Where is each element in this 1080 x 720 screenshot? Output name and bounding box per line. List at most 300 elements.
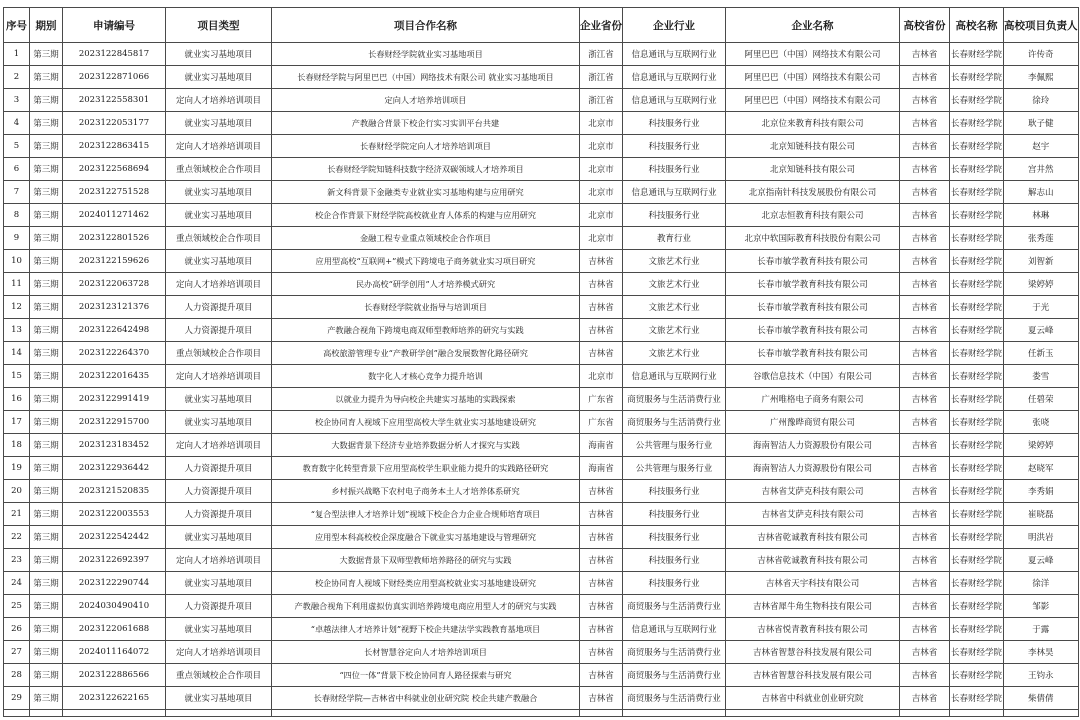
cell-col-university-province: 吉林省 (900, 273, 950, 296)
cell-col-company-province: 广东省 (580, 388, 623, 411)
cell-col-company-province: 吉林省 (580, 526, 623, 549)
cell-col-university-province: 吉林省 (900, 365, 950, 388)
cell-col-phase: 第三期 (30, 66, 63, 89)
projects-table (3, 7, 1079, 717)
cell-col-project-type: 定向人才培养培训项目 (166, 365, 272, 388)
cell-col-seq: 11 (4, 273, 30, 296)
cell-col-application-no: 2023122061688 (63, 618, 166, 641)
cell-col-company-industry: 教育行业 (623, 227, 726, 250)
cell-col-university-name: 长春财经学院 (950, 250, 1004, 273)
header-col-university-name: 高校名称 (950, 8, 1004, 43)
cell-col-project-name: 长春财经学院就业实习基地项目 (272, 43, 580, 66)
cell-col-company-name: 北京知链科技有限公司 (726, 158, 900, 181)
cell-col-project-lead: 刘智新 (1004, 250, 1079, 273)
cell-col-phase: 第三期 (30, 457, 63, 480)
cell-col-company-name: 北京志恒教育科技有限公司 (726, 204, 900, 227)
cell-col-seq: 16 (4, 388, 30, 411)
cell-col-project-name: “复合型法律人才培养计划”视域下校企合力企业合规师培育项目 (272, 503, 580, 526)
cell-col-company-name: 吉林省中科就业创业研究院 (726, 687, 900, 710)
cell-col-university-name: 长春财经学院 (950, 480, 1004, 503)
cell-col-project-name: 新文科背景下金融类专业就业实习基地构建与应用研究 (272, 181, 580, 204)
cell-col-company-province: 吉林省 (580, 250, 623, 273)
cell-col-application-no: 2023122622165 (63, 687, 166, 710)
cell-col-phase: 第三期 (30, 526, 63, 549)
cell-col-company-industry: 科技服务行业 (623, 135, 726, 158)
cell-col-project-type: 定向人才培养培训项目 (166, 549, 272, 572)
cell-col-project-name: 产教融合视角下利用虚拟仿真实训培养跨境电商应用型人才的研究与实践 (272, 595, 580, 618)
cell-col-phase: 第三期 (30, 595, 63, 618)
header-col-project-name: 项目合作名称 (272, 8, 580, 43)
cell-col-project-name: 长春财经学院知链科技数字经济双碳领域人才培养项目 (272, 158, 580, 181)
cell-empty (950, 710, 1004, 717)
table-row (4, 158, 1079, 181)
cell-col-project-lead: 娄雪 (1004, 365, 1079, 388)
cell-col-university-province: 吉林省 (900, 296, 950, 319)
table-body (4, 43, 1079, 717)
cell-col-seq: 23 (4, 549, 30, 572)
table-row (4, 618, 1079, 641)
cell-empty (30, 710, 63, 717)
cell-col-phase: 第三期 (30, 687, 63, 710)
cell-col-university-name: 长春财经学院 (950, 526, 1004, 549)
cell-col-project-lead: 林琳 (1004, 204, 1079, 227)
table-row (4, 204, 1079, 227)
cell-col-university-name: 长春财经学院 (950, 434, 1004, 457)
cell-col-company-province: 海南省 (580, 434, 623, 457)
cell-col-company-province: 北京市 (580, 365, 623, 388)
cell-col-company-industry: 商贸服务与生活消费行业 (623, 687, 726, 710)
cell-col-seq: 24 (4, 572, 30, 595)
table-row (4, 687, 1079, 710)
cell-col-company-name: 北京中软国际教育科技股份有限公司 (726, 227, 900, 250)
cell-col-application-no: 2023122692397 (63, 549, 166, 572)
cell-col-company-industry: 信息通讯与互联网行业 (623, 365, 726, 388)
cell-col-university-name: 长春财经学院 (950, 641, 1004, 664)
cell-col-project-name: 校企合作背景下财经学院高校就业育人体系的构建与应用研究 (272, 204, 580, 227)
cell-col-company-province: 吉林省 (580, 618, 623, 641)
cell-col-project-type: 就业实习基地项目 (166, 181, 272, 204)
cell-col-seq: 28 (4, 664, 30, 687)
cell-col-university-name: 长春财经学院 (950, 365, 1004, 388)
cell-col-project-lead: 明洪岩 (1004, 526, 1079, 549)
cell-col-project-type: 重点领域校企合作项目 (166, 158, 272, 181)
table-row (4, 664, 1079, 687)
cell-col-project-name: 长春财经学院定向人才培养培训项目 (272, 135, 580, 158)
cell-col-university-province: 吉林省 (900, 204, 950, 227)
header-col-university-province: 高校省份 (900, 8, 950, 43)
cell-col-company-industry: 商贸服务与生活消费行业 (623, 388, 726, 411)
header-col-project-type: 项目类型 (166, 8, 272, 43)
cell-col-company-name: 长春市敏学教育科技有限公司 (726, 296, 900, 319)
cell-col-application-no: 2023122003553 (63, 503, 166, 526)
table-header-row (4, 8, 1079, 43)
cell-col-project-name: 校企协同育人视域下应用型高校大学生就业实习基地建设研究 (272, 411, 580, 434)
cell-col-application-no: 2024030490410 (63, 595, 166, 618)
table-row (4, 296, 1079, 319)
cell-col-phase: 第三期 (30, 158, 63, 181)
cell-col-project-type: 人力资源提升项目 (166, 457, 272, 480)
cell-col-phase: 第三期 (30, 549, 63, 572)
cell-empty (1004, 710, 1079, 717)
cell-empty (900, 710, 950, 717)
table-row (4, 434, 1079, 457)
header-col-phase: 期别 (30, 8, 63, 43)
cell-col-project-type: 就业实习基地项目 (166, 112, 272, 135)
cell-col-project-name: 教育数字化转型背景下应用型高校学生职业能力提升的实践路径研究 (272, 457, 580, 480)
cell-empty (580, 710, 623, 717)
cell-col-company-province: 吉林省 (580, 641, 623, 664)
cell-col-company-province: 吉林省 (580, 595, 623, 618)
cell-col-project-type: 人力资源提升项目 (166, 595, 272, 618)
cell-col-project-type: 定向人才培养培训项目 (166, 89, 272, 112)
cell-col-company-name: 吉林省智慧谷科技发展有限公司 (726, 664, 900, 687)
cell-col-university-province: 吉林省 (900, 687, 950, 710)
cell-col-company-name: 海南智洁人力资源股份有限公司 (726, 457, 900, 480)
cell-col-company-industry: 文旅艺术行业 (623, 342, 726, 365)
cell-col-company-industry: 商贸服务与生活消费行业 (623, 595, 726, 618)
cell-col-university-name: 长春财经学院 (950, 158, 1004, 181)
table-row (4, 66, 1079, 89)
cell-col-project-type: 就业实习基地项目 (166, 43, 272, 66)
cell-col-phase: 第三期 (30, 273, 63, 296)
cell-col-university-name: 长春财经学院 (950, 342, 1004, 365)
cell-col-university-name: 长春财经学院 (950, 181, 1004, 204)
cell-col-company-province: 吉林省 (580, 480, 623, 503)
cell-col-company-name: 广州唯格电子商务有限公司 (726, 388, 900, 411)
cell-col-company-province: 海南省 (580, 457, 623, 480)
cell-col-application-no: 2023122568694 (63, 158, 166, 181)
cell-col-application-no: 2023122542442 (63, 526, 166, 549)
cell-col-application-no: 2023122845817 (63, 43, 166, 66)
cell-col-company-province: 北京市 (580, 158, 623, 181)
cell-col-university-name: 长春财经学院 (950, 549, 1004, 572)
cell-col-project-name: 数字化人才核心竞争力提升培训 (272, 365, 580, 388)
cell-col-company-name: 吉林省艾萨克科技有限公司 (726, 503, 900, 526)
cell-col-company-industry: 科技服务行业 (623, 572, 726, 595)
cell-col-company-province: 浙江省 (580, 43, 623, 66)
cell-col-project-name: “卓越法律人才培养计划”视野下校企共建法学实践教育基地项目 (272, 618, 580, 641)
cell-col-phase: 第三期 (30, 434, 63, 457)
cell-col-company-name: 海南智洁人力资源股份有限公司 (726, 434, 900, 457)
cell-col-seq: 18 (4, 434, 30, 457)
cell-col-company-province: 吉林省 (580, 572, 623, 595)
cell-col-company-industry: 信息通讯与互联网行业 (623, 181, 726, 204)
cell-col-university-province: 吉林省 (900, 43, 950, 66)
cell-col-university-name: 长春财经学院 (950, 204, 1004, 227)
cell-col-university-name: 长春财经学院 (950, 664, 1004, 687)
cell-col-application-no: 2024011164072 (63, 641, 166, 664)
cell-col-application-no: 2023122558301 (63, 89, 166, 112)
cell-col-project-type: 就业实习基地项目 (166, 204, 272, 227)
cell-col-university-name: 长春财经学院 (950, 411, 1004, 434)
cell-col-university-province: 吉林省 (900, 664, 950, 687)
cell-col-company-industry: 科技服务行业 (623, 549, 726, 572)
cell-col-company-name: 长春市敏学教育科技有限公司 (726, 250, 900, 273)
cell-col-application-no: 2024011271462 (63, 204, 166, 227)
table-row (4, 342, 1079, 365)
cell-col-seq: 25 (4, 595, 30, 618)
cell-col-company-industry: 科技服务行业 (623, 526, 726, 549)
cell-col-company-industry: 文旅艺术行业 (623, 273, 726, 296)
table-row (4, 503, 1079, 526)
cell-col-project-type: 人力资源提升项目 (166, 480, 272, 503)
cell-col-phase: 第三期 (30, 112, 63, 135)
cell-col-company-industry: 商贸服务与生活消费行业 (623, 664, 726, 687)
cell-col-project-type: 就业实习基地项目 (166, 388, 272, 411)
cell-col-seq: 2 (4, 66, 30, 89)
cell-col-company-name: 吉林省天宇科技有限公司 (726, 572, 900, 595)
cell-col-company-province: 吉林省 (580, 549, 623, 572)
cell-col-project-name: 大数据背景下经济专业培养数据分析人才探究与实践 (272, 434, 580, 457)
cell-col-company-province: 吉林省 (580, 687, 623, 710)
cell-col-company-province: 吉林省 (580, 296, 623, 319)
cell-col-seq: 7 (4, 181, 30, 204)
cell-col-phase: 第三期 (30, 388, 63, 411)
cell-col-seq: 17 (4, 411, 30, 434)
cell-col-application-no: 2023122886566 (63, 664, 166, 687)
cell-col-project-lead: 于光 (1004, 296, 1079, 319)
cell-col-project-name: 民办高校“研学创用”人才培养模式研究 (272, 273, 580, 296)
cell-col-university-name: 长春财经学院 (950, 595, 1004, 618)
cell-col-application-no: 2023123183452 (63, 434, 166, 457)
cell-col-seq: 29 (4, 687, 30, 710)
cell-col-university-province: 吉林省 (900, 595, 950, 618)
cell-col-university-name: 长春财经学院 (950, 388, 1004, 411)
cell-col-company-province: 北京市 (580, 112, 623, 135)
cell-empty (623, 710, 726, 717)
cell-col-phase: 第三期 (30, 411, 63, 434)
cell-col-project-lead: 李林昊 (1004, 641, 1079, 664)
cell-col-phase: 第三期 (30, 250, 63, 273)
cell-col-university-name: 长春财经学院 (950, 273, 1004, 296)
cell-col-company-name: 阿里巴巴（中国）网络技术有限公司 (726, 66, 900, 89)
cell-col-project-lead: 夏云峰 (1004, 319, 1079, 342)
cell-col-application-no: 2023122801526 (63, 227, 166, 250)
cell-col-company-industry: 信息通讯与互联网行业 (623, 43, 726, 66)
cell-col-company-province: 吉林省 (580, 319, 623, 342)
cell-col-project-type: 就业实习基地项目 (166, 411, 272, 434)
cell-col-phase: 第三期 (30, 618, 63, 641)
cell-col-university-province: 吉林省 (900, 250, 950, 273)
cell-col-application-no: 2023121520835 (63, 480, 166, 503)
cell-col-phase: 第三期 (30, 89, 63, 112)
header-col-company-name: 企业名称 (726, 8, 900, 43)
cell-col-phase: 第三期 (30, 319, 63, 342)
cell-col-phase: 第三期 (30, 43, 63, 66)
table-row (4, 135, 1079, 158)
cell-col-company-industry: 信息通讯与互联网行业 (623, 618, 726, 641)
cell-col-company-industry: 公共管理与服务行业 (623, 457, 726, 480)
cell-col-company-name: 吉林省乾诚教育科技有限公司 (726, 549, 900, 572)
cell-col-phase: 第三期 (30, 572, 63, 595)
table-row (4, 480, 1079, 503)
cell-col-company-province: 浙江省 (580, 89, 623, 112)
projects-table-sheet (3, 7, 1079, 717)
cell-col-university-name: 长春财经学院 (950, 89, 1004, 112)
cell-col-company-industry: 商贸服务与生活消费行业 (623, 411, 726, 434)
cell-col-project-type: 就业实习基地项目 (166, 66, 272, 89)
cell-col-project-type: 就业实习基地项目 (166, 526, 272, 549)
cell-col-project-type: 人力资源提升项目 (166, 319, 272, 342)
cell-col-company-industry: 科技服务行业 (623, 503, 726, 526)
cell-col-company-name: 北京位来教育科技有限公司 (726, 112, 900, 135)
table-row (4, 250, 1079, 273)
cell-col-company-name: 长春市敏学教育科技有限公司 (726, 273, 900, 296)
cell-col-university-province: 吉林省 (900, 618, 950, 641)
table-row (4, 273, 1079, 296)
table-row (4, 411, 1079, 434)
table-row (4, 526, 1079, 549)
cell-empty (166, 710, 272, 717)
cell-col-university-name: 长春财经学院 (950, 457, 1004, 480)
cell-col-university-name: 长春财经学院 (950, 296, 1004, 319)
cell-col-application-no: 2023122936442 (63, 457, 166, 480)
cell-empty (726, 710, 900, 717)
cell-col-application-no: 2023122290744 (63, 572, 166, 595)
cell-col-project-name: 定向人才培养培训项目 (272, 89, 580, 112)
cell-col-seq: 9 (4, 227, 30, 250)
cell-col-application-no: 2023122016435 (63, 365, 166, 388)
cell-col-project-name: 长材智慧谷定向人才培养培训项目 (272, 641, 580, 664)
cell-col-university-name: 长春财经学院 (950, 66, 1004, 89)
cell-col-phase: 第三期 (30, 503, 63, 526)
cell-col-company-province: 北京市 (580, 204, 623, 227)
cell-col-application-no: 2023122991419 (63, 388, 166, 411)
cell-col-application-no: 2023122871066 (63, 66, 166, 89)
cell-col-project-lead: 赵宇 (1004, 135, 1079, 158)
cell-col-university-province: 吉林省 (900, 227, 950, 250)
table-row (4, 549, 1079, 572)
cell-col-project-lead: 梁婷婷 (1004, 273, 1079, 296)
cell-col-phase: 第三期 (30, 480, 63, 503)
cell-col-project-lead: 耿子健 (1004, 112, 1079, 135)
cell-col-company-name: 北京指南针科技发展股份有限公司 (726, 181, 900, 204)
cell-col-application-no: 2023122642498 (63, 319, 166, 342)
cell-col-university-province: 吉林省 (900, 89, 950, 112)
cell-col-project-type: 就业实习基地项目 (166, 687, 272, 710)
cell-col-university-province: 吉林省 (900, 112, 950, 135)
cell-col-company-province: 浙江省 (580, 66, 623, 89)
cell-col-project-lead: 任新玉 (1004, 342, 1079, 365)
cell-col-seq: 3 (4, 89, 30, 112)
cell-col-phase: 第三期 (30, 135, 63, 158)
cell-col-university-name: 长春财经学院 (950, 43, 1004, 66)
cell-col-application-no: 2023122264370 (63, 342, 166, 365)
cell-col-seq: 26 (4, 618, 30, 641)
cell-col-university-name: 长春财经学院 (950, 503, 1004, 526)
cell-col-university-name: 长春财经学院 (950, 319, 1004, 342)
cell-col-university-province: 吉林省 (900, 135, 950, 158)
cell-empty (272, 710, 580, 717)
cell-col-seq: 27 (4, 641, 30, 664)
cell-empty (63, 710, 166, 717)
cell-col-application-no: 2023122053177 (63, 112, 166, 135)
cell-col-project-name: 产教融合背景下校企行实习实训平台共建 (272, 112, 580, 135)
cell-col-seq: 20 (4, 480, 30, 503)
cell-col-company-name: 吉林省智慧谷科技发展有限公司 (726, 641, 900, 664)
cell-col-university-province: 吉林省 (900, 572, 950, 595)
table-row (4, 319, 1079, 342)
cell-col-university-province: 吉林省 (900, 641, 950, 664)
cell-col-project-type: 人力资源提升项目 (166, 296, 272, 319)
cell-col-phase: 第三期 (30, 342, 63, 365)
cell-col-university-name: 长春财经学院 (950, 227, 1004, 250)
header-col-seq: 序号 (4, 8, 30, 43)
cell-col-seq: 8 (4, 204, 30, 227)
cell-col-project-lead: 许传奇 (1004, 43, 1079, 66)
cell-col-phase: 第三期 (30, 296, 63, 319)
cell-col-project-name: 高校旅游管理专业“产教研学创”融合发展数智化路径研究 (272, 342, 580, 365)
cell-col-company-name: 长春市敏学教育科技有限公司 (726, 342, 900, 365)
cell-col-project-type: 就业实习基地项目 (166, 618, 272, 641)
cell-col-university-province: 吉林省 (900, 181, 950, 204)
cell-col-project-name: 金融工程专业重点领域校企合作项目 (272, 227, 580, 250)
cell-col-project-name: 应用型高校“互联网+”模式下跨境电子商务就业实习项目研究 (272, 250, 580, 273)
table-row (4, 112, 1079, 135)
table-row (4, 388, 1079, 411)
header-col-company-industry: 企业行业 (623, 8, 726, 43)
cell-col-project-type: 就业实习基地项目 (166, 572, 272, 595)
cell-col-company-industry: 信息通讯与互联网行业 (623, 89, 726, 112)
cell-col-company-province: 北京市 (580, 181, 623, 204)
cell-col-company-industry: 文旅艺术行业 (623, 250, 726, 273)
cell-col-university-province: 吉林省 (900, 158, 950, 181)
cell-col-project-name: 长春财经学院就业指导与培训项目 (272, 296, 580, 319)
cell-col-project-lead: 李佩熙 (1004, 66, 1079, 89)
cell-col-project-type: 重点领域校企合作项目 (166, 342, 272, 365)
cell-col-company-province: 吉林省 (580, 342, 623, 365)
cell-col-project-name: 大数据背景下双师型教师培养路径的研究与实践 (272, 549, 580, 572)
cell-col-company-name: 吉林省乾诚教育科技有限公司 (726, 526, 900, 549)
cell-col-project-lead: 张哓 (1004, 411, 1079, 434)
cell-col-project-name: 长春财经学院—吉林省中科就业创业研究院 校企共建产教融合 (272, 687, 580, 710)
cell-col-project-type: 就业实习基地项目 (166, 250, 272, 273)
cell-col-company-name: 阿里巴巴（中国）网络技术有限公司 (726, 89, 900, 112)
header-col-project-lead: 高校项目负责人 (1004, 8, 1079, 43)
cell-col-company-industry: 商贸服务与生活消费行业 (623, 641, 726, 664)
cell-col-seq: 19 (4, 457, 30, 480)
cell-col-application-no: 2023122863415 (63, 135, 166, 158)
cell-col-project-name: 产教融合视角下跨境电商双师型教师培养的研究与实践 (272, 319, 580, 342)
cell-col-company-name: 阿里巴巴（中国）网络技术有限公司 (726, 43, 900, 66)
cell-col-application-no: 2023122159626 (63, 250, 166, 273)
cell-col-university-name: 长春财经学院 (950, 135, 1004, 158)
header-col-application-no: 申请编号 (63, 8, 166, 43)
cell-col-project-lead: 徐洋 (1004, 572, 1079, 595)
cell-col-project-lead: 李秀娟 (1004, 480, 1079, 503)
cell-col-project-type: 定向人才培养培训项目 (166, 641, 272, 664)
table-row-cutoff (4, 710, 1079, 717)
cell-col-project-name: 乡村振兴战略下农村电子商务本土人才培养体系研究 (272, 480, 580, 503)
cell-col-university-province: 吉林省 (900, 549, 950, 572)
cell-col-project-lead: 邹影 (1004, 595, 1079, 618)
cell-col-seq: 21 (4, 503, 30, 526)
cell-col-project-lead: 宫井然 (1004, 158, 1079, 181)
cell-col-application-no: 2023122751528 (63, 181, 166, 204)
cell-col-university-name: 长春财经学院 (950, 687, 1004, 710)
cell-col-project-name: 应用型本科高校校企深度融合下就业实习基地建设与管理研究 (272, 526, 580, 549)
cell-col-university-name: 长春财经学院 (950, 618, 1004, 641)
cell-col-project-type: 定向人才培养培训项目 (166, 135, 272, 158)
cell-col-phase: 第三期 (30, 664, 63, 687)
cell-col-phase: 第三期 (30, 181, 63, 204)
header-col-company-province: 企业省份 (580, 8, 623, 43)
cell-col-company-industry: 科技服务行业 (623, 112, 726, 135)
cell-col-seq: 13 (4, 319, 30, 342)
cell-col-project-type: 重点领域校企合作项目 (166, 664, 272, 687)
table-row (4, 457, 1079, 480)
cell-col-seq: 5 (4, 135, 30, 158)
